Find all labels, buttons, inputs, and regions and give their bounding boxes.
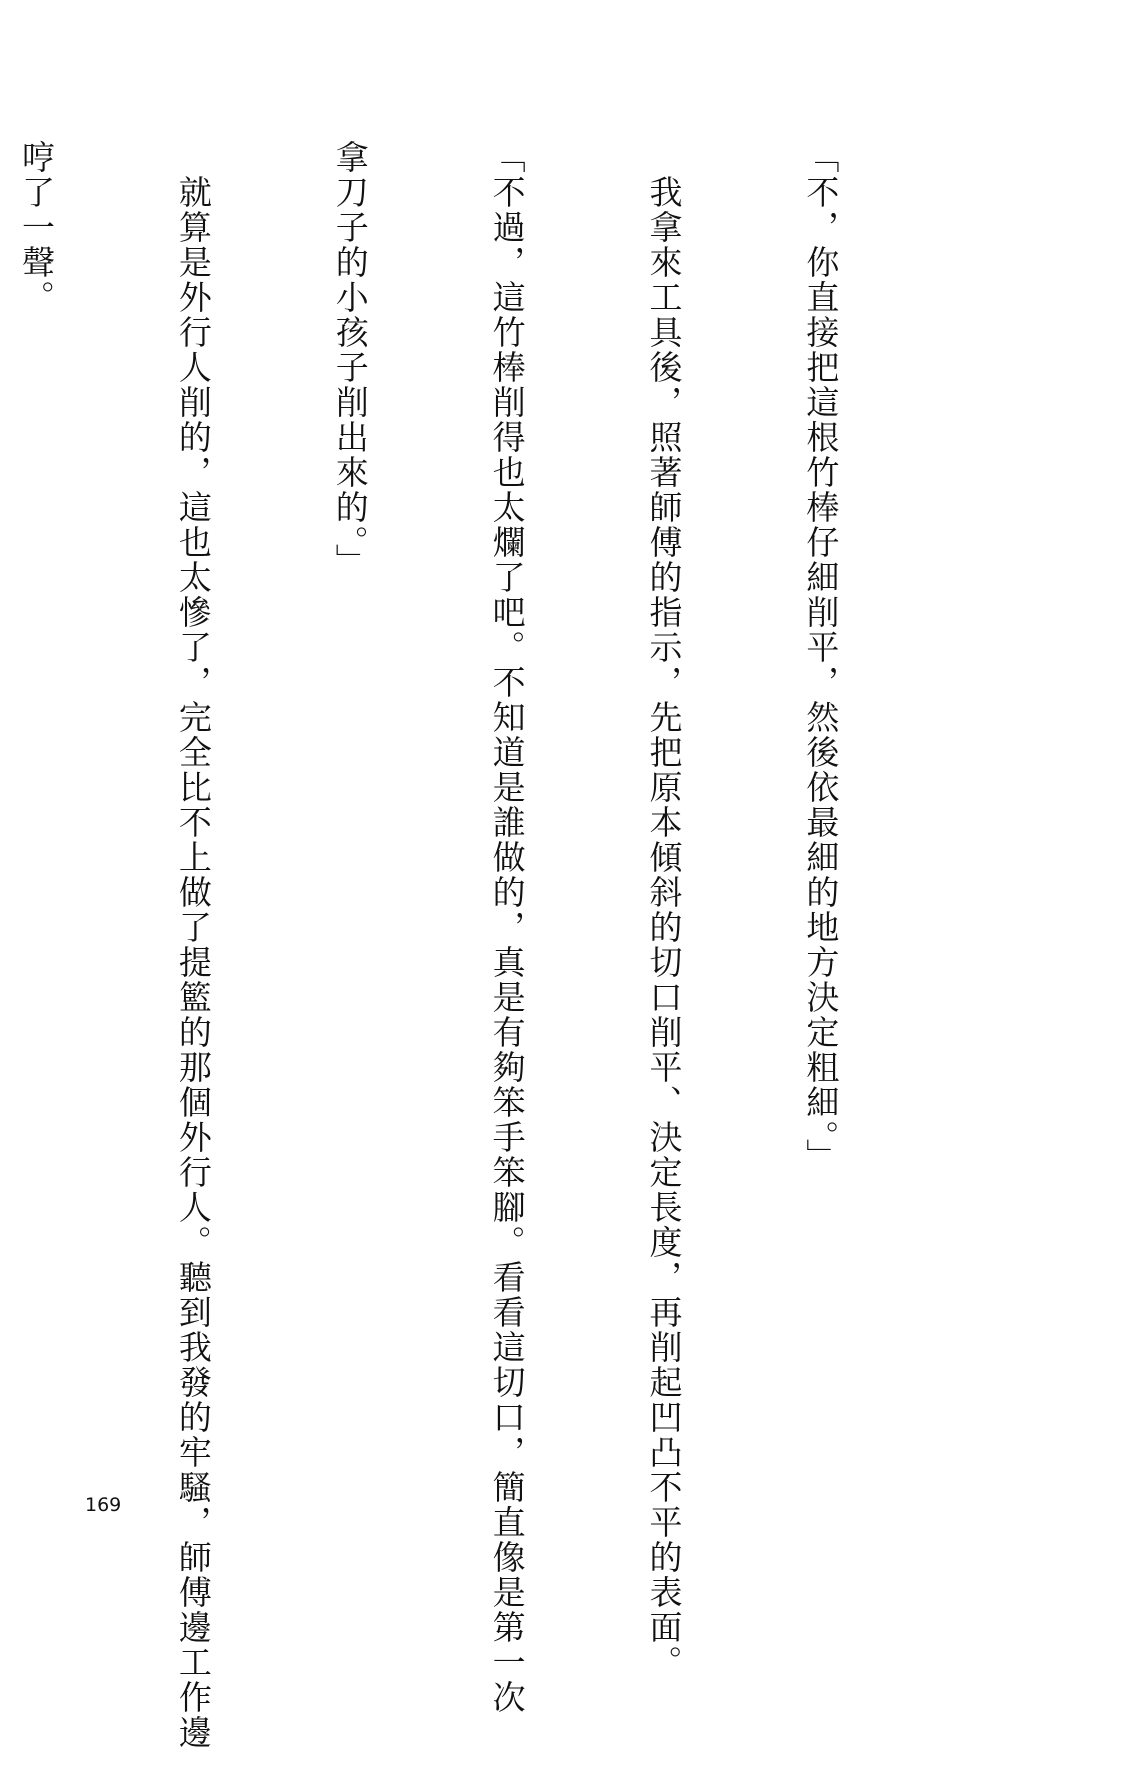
page-number: 169 (85, 1494, 122, 1516)
text-line: 哼了一聲。 (16, 140, 56, 315)
text-line: 我拿來工具後，照著師傅的指示，先把原本傾斜的切口削平、決定長度，再削起凹凸不平的表面。 (644, 140, 684, 1680)
text-line: 「不過，這竹棒削得也太爛了吧。不知道是誰做的，真是有夠笨手笨腳。看看這切口，簡直像是第一次 (487, 140, 527, 1715)
text-line: 「不，你直接把這根竹棒仔細削平，然後依最細的地方決定粗細。」 (801, 140, 841, 1174)
text-line: 拿刀子的小孩子削出來的。」 (330, 140, 370, 579)
text-line: 就算是外行人削的，這也太慘了，完全比不上做了提籃的那個外行人。聽到我發的牢騷，師傅邊工作邊 (173, 140, 213, 1750)
